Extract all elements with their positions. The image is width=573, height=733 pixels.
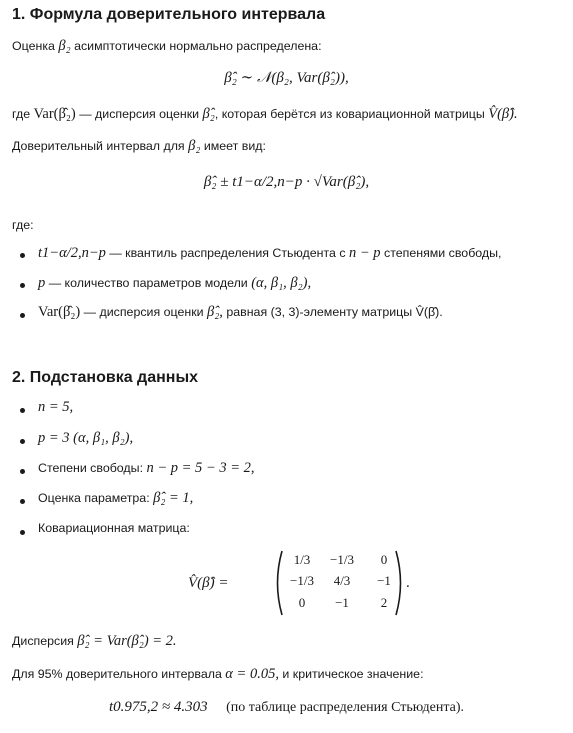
matrix-cell: 4/3 [333,573,351,588]
bullet-dot [20,313,25,318]
s1-bullet-2: p — количество параметров модели (α, β₁, β₂), [38,275,312,291]
where-label: где: [12,218,34,232]
s2-bullet-1: n = 5, [38,399,74,415]
formula-interval: β̂₂ ± t1−α/2,n−p · √Var(β̂₂), [203,174,370,190]
text-line-1: Оценка β₂ асимптотически нормально распределена: [12,38,322,54]
s2-bullet-4: Оценка параметра: β̂₂ = 1, [38,490,194,506]
bullet-dot [20,469,25,474]
text-line-2: где Var(β̂₂) — дисперсия оценки β̂₂, которая берётся из ковариационной матрицы V̂(β̂). [12,106,518,122]
bullet-dot [20,439,25,444]
s1-bullet-1: t1−α/2,n−p — квантиль распределения Стьюдента с n − p степенями свободы, [38,245,502,261]
bullet-dot [20,499,25,504]
ci-line: Для 95% доверительного интервала α = 0.05, и критическое значение: [12,666,424,682]
matrix-cell: −1/3 [290,573,314,588]
bullet-dot [20,408,25,413]
formula-normal: β̂₂ ∼ 𝒩(β₂, Var(β̂₂)), [224,70,349,86]
bullet-dot [20,253,25,258]
bullet-dot [20,283,25,288]
text-line-3: Доверительный интервал для β₂ имеет вид: [12,138,266,154]
matrix-cell: −1/3 [330,552,354,567]
bullet-dot [20,530,25,535]
matrix-cell: 0 [380,552,388,567]
matrix-lhs: V̂(β̂) = [188,575,229,591]
matrix-cell: −1 [335,595,349,610]
section2-heading: 2. Подстановка данных [12,369,198,386]
critical-value-line: t0.975,2 ≈ 4.303 (по таблице распределения Стьюдента). [108,699,465,715]
s2-bullet-5: Ковариационная матрица: [38,521,190,535]
s2-bullet-2: p = 3 (α, β₁, β₂), [38,430,134,446]
matrix-cell: 1/3 [293,552,311,567]
matrix-cell: 0 [298,595,306,610]
matrix-end: . [406,575,410,591]
covariance-matrix [285,552,403,614]
s2-bullet-3: Степени свободы: n − p = 5 − 3 = 2, [38,460,255,476]
s1-bullet-3: Var(β̂₂) — дисперсия оценки β̂₂, равная (3, 3)-элементу матрицы V̂(β̂). [38,304,443,320]
matrix-cell: 2 [380,595,388,610]
section1-heading: 1. Формула доверительного интервала [12,6,326,23]
matrix-cell: −1 [377,573,391,588]
dispersion-line: Дисперсия β̂₂ = Var(β̂₂) = 2. [12,633,177,649]
